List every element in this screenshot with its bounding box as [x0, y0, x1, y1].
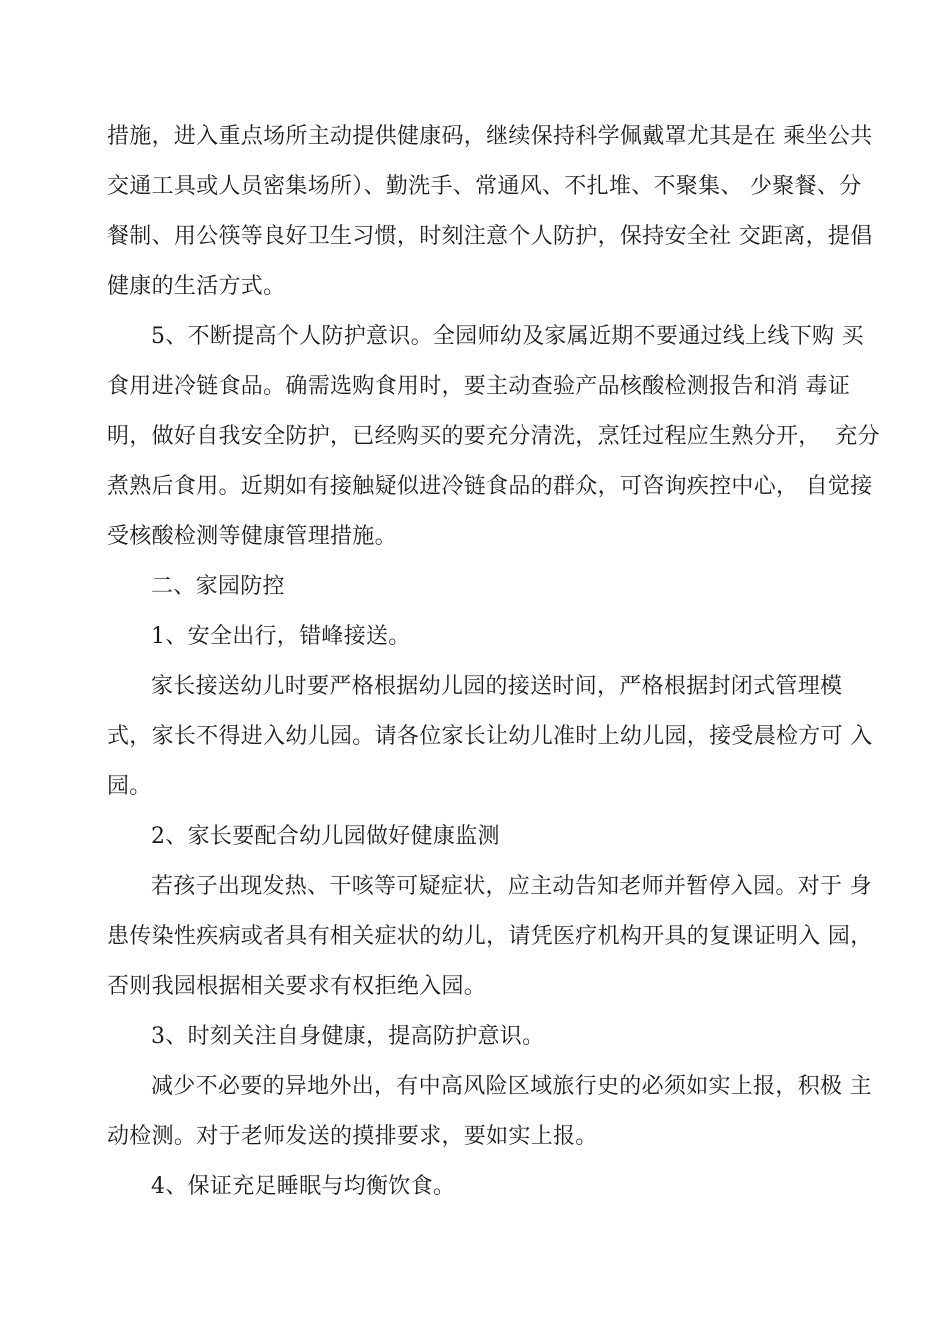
paragraph-line: 5、不断提高个人防护意识。全园师幼及家属近期不要通过线上线下购 买	[151, 324, 864, 349]
subsection-heading: 3、时刻关注自身健康，提高防护意识。	[151, 1024, 545, 1049]
subsection-heading: 2、家长要配合幼儿园做好健康监测	[151, 824, 500, 849]
paragraph-line: 园。	[107, 774, 152, 799]
paragraph-line: 家长接送幼儿时要严格根据幼儿园的接送时间，严格根据封闭式管理模	[151, 674, 843, 699]
subsection-heading: 4、保证充足睡眠与均衡饮食。	[151, 1174, 456, 1199]
paragraph-line: 明，做好自我安全防护，已经购买的要充分清洗，烹饪过程应生熟分开， 充分	[107, 424, 880, 449]
paragraph-line: 受核酸检测等健康管理措施。	[107, 524, 397, 549]
paragraph-line: 若孩子出现发热、干咳等可疑症状，应主动告知老师并暂停入园。对于 身	[151, 874, 872, 899]
paragraph-line: 否则我园根据相关要求有权拒绝入园。	[107, 974, 487, 999]
paragraph-line: 减少不必要的异地外出，有中高风险区域旅行史的必须如实上报，积极 主	[151, 1074, 872, 1099]
paragraph-line: 动检测。对于老师发送的摸排要求，要如实上报。	[107, 1124, 598, 1149]
paragraph-line: 健康的生活方式。	[107, 274, 286, 299]
paragraph-line: 餐制、用公筷等良好卫生习惯，时刻注意个人防护，保持安全社 交距离，提倡	[107, 224, 873, 249]
section-heading: 二、家园防控	[151, 574, 285, 599]
paragraph-line: 交通工具或人员密集场所）、勤洗手、常通风、不扎堆、不聚集、 少聚餐、分	[107, 174, 862, 199]
paragraph-line: 患传染性疾病或者具有相关症状的幼儿，请凭医疗机构开具的复课证明入 园，	[107, 924, 873, 949]
paragraph-line: 煮熟后食用。近期如有接触疑似进冷链食品的群众，可咨询疾控中心， 自觉接	[107, 474, 873, 499]
subsection-heading: 1、安全出行，错峰接送。	[151, 624, 411, 649]
paragraph-line: 食用进冷链食品。确需选购食用时，要主动查验产品核酸检测报告和消 毒证	[107, 374, 851, 399]
paragraph-line: 式，家长不得进入幼儿园。请各位家长让幼儿准时上幼儿园，接受晨检方可 入	[107, 724, 873, 749]
paragraph-line: 措施，进入重点场所主动提供健康码，继续保持科学佩戴罩尤其是在 乘坐公共	[107, 124, 873, 149]
